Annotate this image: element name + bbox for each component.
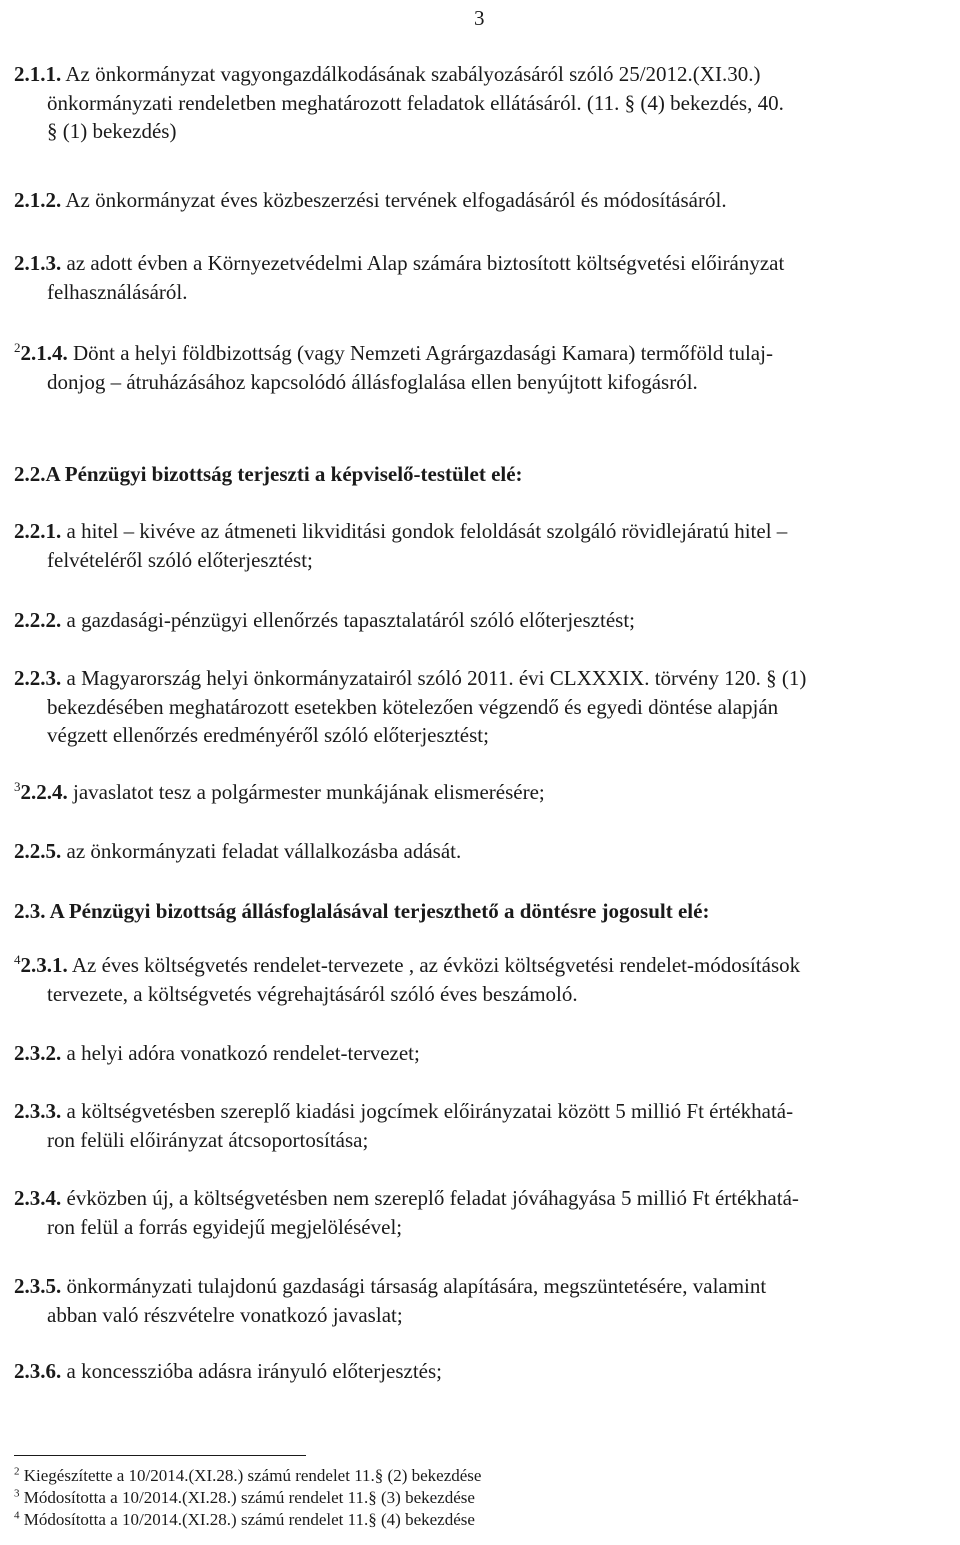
list-item xyxy=(14,778,956,807)
footnote-divider xyxy=(14,1455,306,1456)
list-item xyxy=(14,1039,956,1068)
item-text: évközben új, a költségvetésben nem szereplő feladat jóváhagyása 5 millió Ft értékhatá- xyxy=(66,1186,799,1210)
list-item xyxy=(14,60,956,146)
item-first-line xyxy=(14,1272,956,1301)
item-number: 2.3.2. xyxy=(14,1041,62,1065)
item-text: a hitel – kivéve az átmeneti likviditási gondok feloldását szolgáló rövidlejáratú hitel – xyxy=(66,519,788,543)
list-item xyxy=(14,1184,956,1241)
item-number: 2.1.4. xyxy=(20,341,68,365)
item-continuation-line: végzett ellenőrzés eredményéről szóló előterjesztést; xyxy=(47,723,489,747)
footnote-2: $^2$ Kiegészítette a 10/2014.(XI.28.) számú rendelet 11.§ (2) bekezdése xyxy=(14,1465,482,1485)
item-number: 2.3.6. xyxy=(14,1359,62,1383)
item-first-line xyxy=(14,1097,956,1126)
item-number: 2.2.1. xyxy=(14,519,62,543)
item-continuation-line: bekezdésében meghatározott esetekben kötelezően végzendő és egyedi döntése alapján xyxy=(47,694,779,719)
item-number: 2.3.4. xyxy=(14,1186,62,1210)
item-text: javaslatot tesz a polgármester munkájának elismerésére; xyxy=(73,780,545,804)
item-text: a gazdasági-pénzügyi ellenőrzés tapasztalatáról szóló előterjesztést; xyxy=(66,608,635,632)
item-continuation-line: abban való részvételre vonatkozó javaslat; xyxy=(47,1302,403,1327)
item-first-line xyxy=(14,606,956,635)
item-number: 2.3.1. xyxy=(20,953,68,977)
item-text: a költségvetésben szereplő kiadási jogcímek előirányzatai között 5 millió Ft értékhatá- xyxy=(66,1099,794,1123)
list-item xyxy=(14,951,956,1008)
item-number: 2.1.2. xyxy=(14,188,62,212)
item-first-line xyxy=(14,837,956,866)
list-item xyxy=(14,249,956,306)
item-text: a Magyarország helyi önkormányzatairól szóló 2011. évi CLXXXIX. törvény 120. § (1) xyxy=(66,666,807,690)
section-heading-2-3: 2.3. A Pénzügyi bizottság állásfoglalásával terjeszthető a döntésre jogosult elé: xyxy=(14,899,710,923)
list-item xyxy=(14,837,956,866)
item-text: Dönt a helyi földbizottság (vagy Nemzeti Agrárgazdasági Kamara) termőföld tulaj- xyxy=(73,341,773,365)
list-item xyxy=(14,517,956,574)
item-first-line xyxy=(14,60,956,89)
list-item xyxy=(14,1272,956,1329)
item-number: 2.3.3. xyxy=(14,1099,62,1123)
item-first-line xyxy=(14,1357,956,1386)
page-number: 3 xyxy=(474,6,485,30)
item-continuation-line: felhasználásáról. xyxy=(47,279,188,304)
item-first-line xyxy=(14,186,956,215)
footnote-3: $^3$ Módosította a 10/2014.(XI.28.) számú rendelet 11.§ (3) bekezdése xyxy=(14,1487,475,1507)
item-number: 2.3.5. xyxy=(14,1274,62,1298)
item-continuation-line: tervezete, a költségvetés végrehajtásáról szóló éves beszámoló. xyxy=(47,981,578,1006)
item-text: Az önkormányzat éves közbeszerzési tervének elfogadásáról és módosításáról. xyxy=(65,188,727,212)
list-item xyxy=(14,339,956,396)
item-continuation-line: önkormányzati rendeletben meghatározott feladatok ellátásáról. (11. § (4) bekezdés, 40. xyxy=(47,90,784,115)
item-text: önkormányzati tulajdonú gazdasági társaság alapítására, megszüntetésére, valamint xyxy=(66,1274,767,1298)
list-item xyxy=(14,1097,956,1154)
item-first-line xyxy=(14,778,956,807)
item-text: az önkormányzati feladat vállalkozásba adását. xyxy=(66,839,462,863)
item-number: 2.2.4. xyxy=(20,780,68,804)
item-continuation-line: ron felül a forrás egyidejű megjelölésével; xyxy=(47,1214,403,1239)
footnote-mark: 2 xyxy=(14,340,21,355)
item-number: 2.2.3. xyxy=(14,666,62,690)
item-first-line xyxy=(14,1039,956,1068)
item-continuation-line: ron felüli előirányzat átcsoportosítása; xyxy=(47,1127,369,1152)
item-continuation-line: felvételéről szóló előterjesztést; xyxy=(47,547,313,572)
item-number: 2.2.2. xyxy=(14,608,62,632)
item-first-line xyxy=(14,517,956,546)
item-continuation-line: donjog – átruházásához kapcsolódó állásfoglalása ellen benyújtott kifogásról. xyxy=(47,369,698,394)
list-item xyxy=(14,186,956,215)
list-item xyxy=(14,664,956,750)
section-heading-2-2: 2.2.A Pénzügyi bizottság terjeszti a képviselő-testület elé: xyxy=(14,462,523,486)
item-text: Az önkormányzat vagyongazdálkodásának szabályozásáról szóló 25/2012.(XI.30.) xyxy=(65,62,761,86)
item-text: Az éves költségvetés rendelet-tervezete , az évközi költségvetési rendelet-módosítások xyxy=(71,953,801,977)
list-item xyxy=(14,1357,956,1386)
footnote-mark: 3 xyxy=(14,779,21,794)
item-first-line xyxy=(14,339,956,368)
item-continuation-line: § (1) bekezdés) xyxy=(47,119,177,143)
item-number: 2.1.3. xyxy=(14,251,62,275)
footnote-4: $^4$ Módosította a 10/2014.(XI.28.) számú rendelet 11.§ (4) bekezdése xyxy=(14,1509,475,1529)
footnote-mark: 4 xyxy=(14,952,21,967)
item-text: a koncesszióba adásra irányuló előterjesztés; xyxy=(66,1359,443,1383)
item-first-line xyxy=(14,249,956,278)
item-number: 2.1.1. xyxy=(14,62,62,86)
item-text: az adott évben a Környezetvédelmi Alap számára biztosított költségvetési előirányzat xyxy=(66,251,785,275)
item-first-line xyxy=(14,1184,956,1213)
item-text: a helyi adóra vonatkozó rendelet-tervezet; xyxy=(66,1041,420,1065)
item-first-line xyxy=(14,664,956,693)
list-item xyxy=(14,606,956,635)
item-number: 2.2.5. xyxy=(14,839,62,863)
item-first-line xyxy=(14,951,956,980)
